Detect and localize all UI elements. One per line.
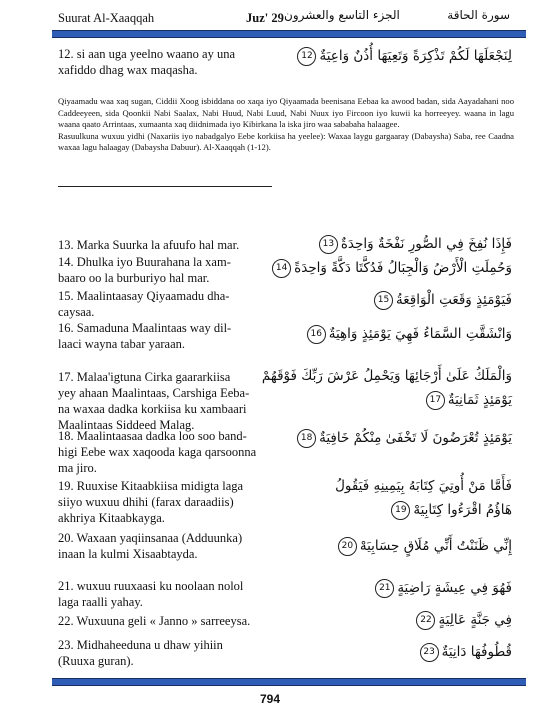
- verse-number-marker: 17: [426, 391, 445, 410]
- header-divider-bar: [52, 30, 526, 38]
- verse-arabic-text: فَأَمَّا مَنْ أُوتِيَ كِتَابَهُ بِيَمِينِهِ فَيَقُولُ: [335, 478, 512, 494]
- verse-translation: [58, 478, 243, 526]
- page-number: 794: [259, 692, 281, 706]
- verse-arabic-text: فَيَوْمَئِذٍ وَقَعَتِ الْوَاقِعَةُ: [395, 292, 512, 308]
- verse-arabic: [420, 640, 512, 664]
- commentary-block: [58, 96, 514, 154]
- verse-number-marker: 19: [391, 501, 410, 520]
- verse-translation-line: (Ruuxa guran).: [58, 654, 134, 668]
- verse-translation-line: 22. Wuxuuna geli « Janno » sarreeysa.: [58, 614, 251, 628]
- verse-arabic-line: [374, 288, 512, 312]
- verse-arabic-text: وَانْشَقَّتِ السَّمَاءُ فَهِيَ يَوْمَئِذٍ وَاهِيَةٌ: [328, 326, 512, 342]
- verse-translation: [58, 288, 229, 320]
- verse-translation: [58, 637, 223, 669]
- verse-translation-line: laaci wayna tabar yaraan.: [58, 337, 186, 351]
- verse-arabic-text: قُطُوفُهَا دَانِيَةٌ: [441, 644, 512, 660]
- verse-arabic-text: يَوْمَئِذٍ تُعْرَضُونَ لَا تَخْفَىٰ مِنْكُمْ خَافِيَةٌ: [319, 430, 512, 446]
- verse-translation-line: 23. Midhaheeduna u dhaw yihiin: [58, 638, 223, 652]
- verse-number-marker: 20: [338, 537, 357, 556]
- verse-translation: [58, 428, 256, 476]
- verse-number-marker: 14: [272, 259, 291, 278]
- verse-translation-line: 14. Dhulka iyo Buurahana la xam-: [58, 255, 231, 269]
- verse-arabic-text: هَاؤُمُ اقْرَءُوا كِتَابِيَهْ: [413, 502, 512, 518]
- verse-translation: [58, 320, 231, 352]
- verse-arabic-line: [297, 426, 512, 450]
- verse-arabic-text: فَإِذَا نُفِخَ فِي الصُّورِ نَفْخَةٌ وَاحِدَةٌ: [340, 236, 512, 252]
- verse-arabic: [416, 608, 512, 632]
- verse-number-marker: 12: [297, 47, 316, 66]
- verse-arabic: [338, 534, 512, 558]
- verse-translation-line: inaan la kulmi Xisaabtayda.: [58, 547, 198, 561]
- verse-translation-line: laga raalli yahay.: [58, 595, 143, 609]
- verse-translation-line: 13. Marka Suurka la afuufo hal mar.: [58, 238, 240, 252]
- verse-arabic-line: [335, 498, 512, 522]
- verse-number-marker: 22: [416, 611, 435, 630]
- verse-translation-line: 12. si aan uga yeelno waano ay una: [58, 47, 236, 61]
- verse-arabic-line: [297, 44, 512, 68]
- verse-translation-line: akhriya Kitaabkayga.: [58, 511, 165, 525]
- verse-arabic-text: لِنَجْعَلَهَا لَكُمْ تَذْكِرَةً وَتَعِيَهَا أُذُنٌ وَاعِيَةٌ: [319, 48, 512, 64]
- verse-translation-line: Maalintaas Siddeed Malag.: [58, 418, 195, 432]
- verse-arabic-line: [335, 474, 512, 498]
- verse-arabic: [335, 474, 512, 522]
- verse-number-marker: 13: [319, 235, 338, 254]
- surah-title: Suurat Al-Xaaqqah: [58, 11, 155, 25]
- verse-arabic: [297, 44, 512, 68]
- verse-translation-line: 21. wuxuu ruuxaasi ku noolaan nolol: [58, 579, 244, 593]
- verse-arabic-line: [307, 322, 512, 346]
- verse-translation-line: 20. Waxaan yaqiinsanaa (Adduunka): [58, 531, 243, 545]
- verse-translation: [58, 237, 239, 253]
- verse-arabic-text: وَالْمَلَكُ عَلَىٰ أَرْجَائِهَا وَيَحْمِلُ عَرْشَ رَبِّكَ فَوْقَهُمْ: [261, 368, 512, 384]
- commentary-paragraph: Qiyaamadu waa xaq sugan, Ciddii Xoog isbiddana oo xaqa iyo Qiyaamada beenisana Eebaa ka awood badan, sida Aayadahani noo Caddeeyeen, sida Qoonkii Nabi Saalax, Nabi Huud, Nabi Luud, Nabi Nuux iyo Fircoon iyo kuwii ka horreeyey. waana in lagu waana qaato Arrintaas, xumaanta xaq diidnimada iyo Kibirkana la iska jiro waa sababaha halaagee.: [58, 96, 514, 129]
- verse-arabic-line: [375, 576, 512, 600]
- verse-arabic-line: [420, 640, 512, 664]
- verse-arabic-line: [262, 388, 512, 412]
- verse-arabic-line: [416, 608, 512, 632]
- verse-translation: [58, 46, 235, 78]
- verse-translation-line: caysaa.: [58, 305, 95, 319]
- verse-number-marker: 18: [297, 429, 316, 448]
- verse-translation: [58, 578, 243, 610]
- verse-translation-line: 16. Samaduna Maalintaas way dil-: [58, 321, 232, 335]
- verse-arabic-text: فَهُوَ فِي عِيشَةٍ رَاضِيَةٍ: [397, 580, 512, 596]
- verse-arabic: [307, 322, 512, 346]
- verse-arabic: [374, 288, 512, 312]
- commentary-paragraph: Rasuulkuna wuxuu yidhi (Naxariis iyo nabadgalyo Eebe korkiisa ha yeelee): Waxaa laygu gargaaray (Dabaysha) Saba, ree Caadna waxaa lagu halaagay (Dabaysha Dabuur). Al-Xaaqqah (1-12).: [58, 130, 514, 152]
- verse-translation-line: na waxaa dadka korkiisa ku xambaari: [58, 402, 247, 416]
- juz-label: Juz' 29: [246, 11, 284, 25]
- verse-translation: [58, 530, 242, 562]
- verse-translation-line: 19. Ruuxise Kitaabkiisa midigta laga: [58, 479, 244, 493]
- verse-arabic: [319, 232, 512, 256]
- verse-arabic-text: إِنِّي ظَنَنْتُ أَنِّي مُلَاقٍ حِسَابِيَهْ: [359, 538, 512, 554]
- verse-translation-line: 18. Maalintaasaa dadka loo soo band-: [58, 429, 247, 443]
- verse-translation: [58, 254, 231, 286]
- verse-translation-line: higi Eebe wax xaqooda kaga qarsoonna: [58, 445, 257, 459]
- juz-arabic-title: الجزء التاسع والعشرون: [284, 8, 400, 22]
- verse-number-marker: 21: [375, 579, 394, 598]
- verse-number-marker: 15: [374, 291, 393, 310]
- verse-translation-line: ma jiro.: [58, 461, 97, 475]
- verse-arabic-line: [262, 364, 512, 388]
- verse-arabic-text: يَوْمَئِذٍ ثَمَانِيَةٌ: [447, 392, 512, 408]
- verse-arabic-text: وَحُمِلَتِ الْأَرْضُ وَالْجِبَالُ فَدُكَّتَا دَكَّةً وَاحِدَةً: [294, 260, 512, 276]
- verse-translation-line: 17. Malaa'igtuna Cirka gaararkiisa: [58, 370, 231, 384]
- verse-arabic: [297, 426, 512, 450]
- page-header: [0, 8, 540, 30]
- verse-arabic: [375, 576, 512, 600]
- verse-translation-line: baaro oo la burburiyo hal mar.: [58, 271, 210, 285]
- verse-number-marker: 23: [420, 643, 439, 662]
- verse-arabic: [272, 256, 512, 280]
- surah-arabic-title: سورة الحاقة: [447, 8, 510, 22]
- verse-translation: [58, 369, 249, 433]
- verse-translation-line: yey ahaan Maalintaas, Carshiga Eeba-: [58, 386, 250, 400]
- verse-translation-line: 15. Maalintaasay Qiyaamadu dha-: [58, 289, 230, 303]
- verse-arabic-line: [319, 232, 512, 256]
- verse-translation: [58, 613, 250, 629]
- verse-translation-line: xafiddo dhag wax maqasha.: [58, 63, 198, 77]
- verse-arabic-text: فِي جَنَّةٍ عَالِيَةٍ: [438, 612, 512, 628]
- verse-number-marker: 16: [307, 325, 326, 344]
- verse-translation-line: siiyo wuxuu dhihi (farax daraadiis): [58, 495, 234, 509]
- verse-arabic-line: [272, 256, 512, 280]
- verse-arabic: [262, 364, 512, 412]
- footer-divider-bar: [52, 678, 526, 686]
- verse-arabic-line: [338, 534, 512, 558]
- footnote-rule: [58, 186, 272, 187]
